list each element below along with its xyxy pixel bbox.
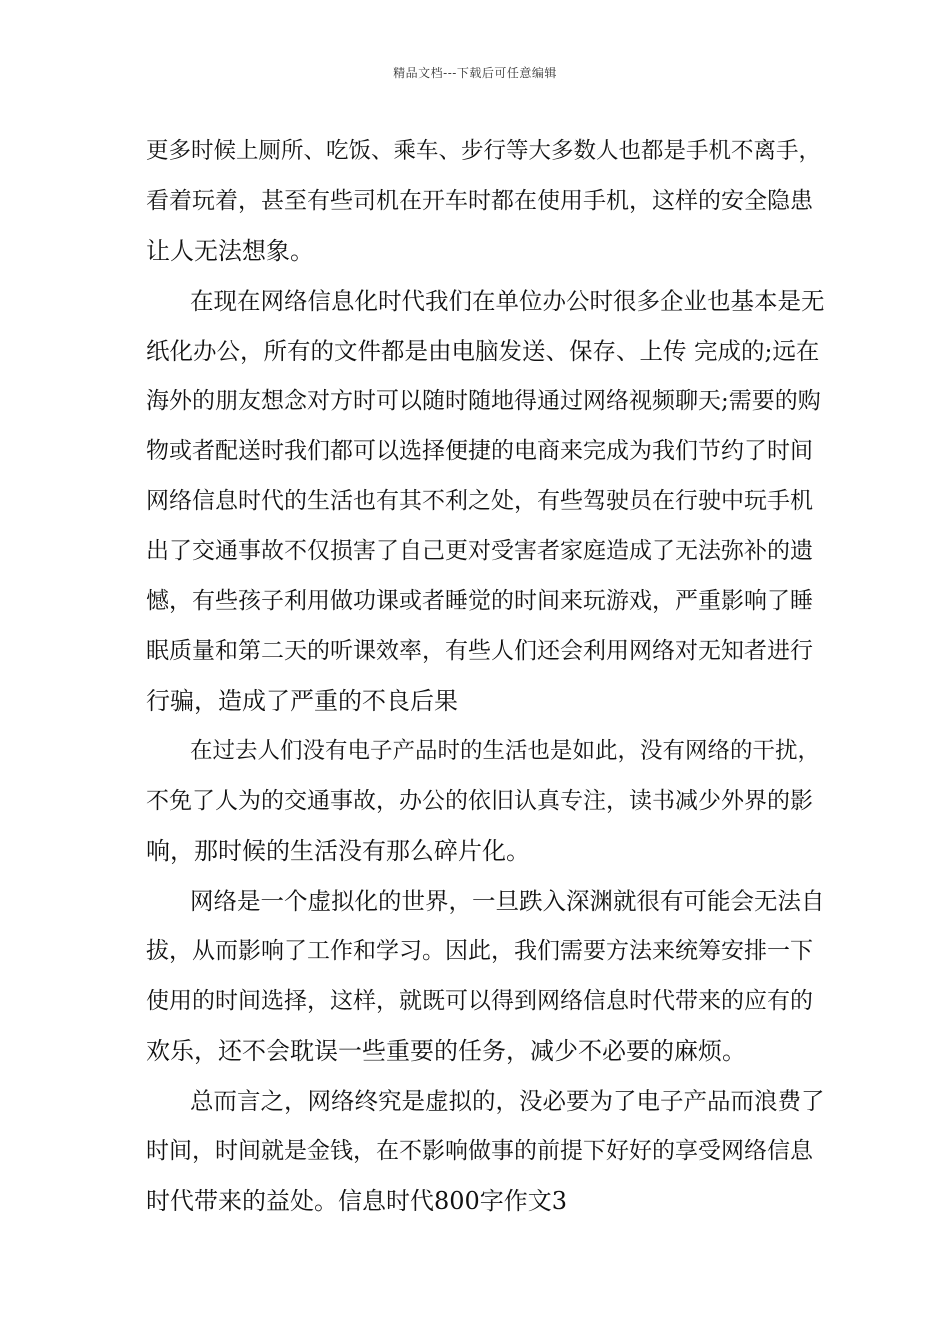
text-line: 在过去人们没有电子产品时的生活也是如此，没有网络的干扰， — [190, 738, 821, 764]
text-line: 不免了人为的交通事故，办公的依旧认真专注，读书减少外界的影 — [146, 788, 813, 814]
page-header: 精品文档---下载后可任意编辑 — [393, 66, 557, 80]
text-line: 网络是一个虚拟化的世界，一旦跌入深渊就很有可能会无法自 — [190, 887, 825, 915]
text-line: 物或者配送时我们都可以选择便捷的电商来完成为我们节约了时间 — [146, 438, 813, 464]
document-body — [146, 126, 825, 1226]
text-line: 拔，从而影响了工作和学习。因此，我们需要方法来统筹安排一下 — [146, 938, 813, 964]
text-line: 更多时候上厕所、吃饭、乘车、步行等大多数人也都是手机不离手， — [146, 138, 822, 164]
text-line: 纸化办公，所有的文件都是由电脑发送、保存、上传 完成的;远在 — [146, 337, 820, 365]
text-line: 总而言之，网络终究是虚拟的，没必要为了电子产品而浪费了 — [190, 1087, 825, 1115]
text-line: 使用的时间选择，这样，就既可以得到网络信息时代带来的应有的 — [146, 988, 813, 1014]
text-line: 眠质量和第二天的听课效率，有些人们还会利用网络对无知者进行 — [146, 638, 813, 664]
text-line: 网络信息时代的生活也有其不利之处，有些驾驶员在行驶中玩手机 — [146, 488, 813, 514]
text-line: 行骗，造成了严重的不良后果 — [146, 687, 458, 715]
text-line: 在现在网络信息化时代我们在单位办公时很多企业也基本是无 — [190, 287, 825, 315]
text-line: 时间，时间就是金钱，在不影响做事的前提下好好的享受网络信息 — [146, 1138, 813, 1164]
text-line: 响，那时候的生活没有那么碎片化。 — [146, 837, 530, 865]
text-line: 欢乐，还不会耽误一些重要的任务，减少不必要的麻烦。 — [146, 1037, 746, 1065]
text-line: 海外的朋友想念对方时可以随时随地得通过网络视频聊天;需要的购 — [146, 388, 821, 414]
text-line: 看着玩着，甚至有些司机在开车时都在使用手机，这样的安全隐患 — [146, 188, 813, 214]
text-line: 时代带来的益处。信息时代800字作文3 — [146, 1187, 568, 1215]
text-line: 让人无法想象。 — [146, 237, 314, 265]
text-line: 憾，有些孩子利用做功课或者睡觉的时间来玩游戏，严重影响了睡 — [146, 588, 813, 614]
text-line: 出了交通事故不仅损害了自己更对受害者家庭造成了无法弥补的遗 — [146, 538, 813, 564]
